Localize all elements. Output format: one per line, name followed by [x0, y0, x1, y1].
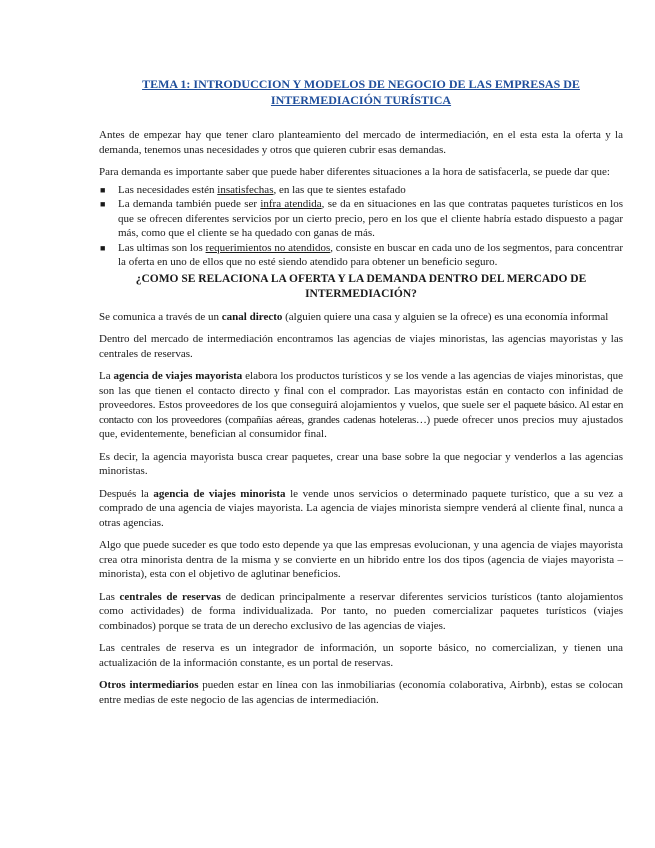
underlined-term: requerimientos no atendidos	[205, 241, 331, 254]
paragraph-wholesale: La agencia de viajes mayorista elabora los productos turísticos y se los vende a las agencias de viajes minoristas, que son las que tienen el contacto directo y final con el comprador. Las mayoristas están en contacto con infinidad de proveedores. Estos proveedores de los que conseguirá alojamientos y vuelos, que suele ser el paquete básico. Al estar en contacto con los proveedores (compañías aéreas, grandes cadenas hoteleras…) puede ofrecer unos precios muy ajustados que, evidentemente, benefician al consumidor final.	[99, 370, 623, 440]
paragraph-intro: Antes de empezar hay que tener claro planteamiento del mercado de intermediación, en el esta esta la oferta y la demanda, tenemos unas necesidades y otros que quieren cubrir esas demandas.	[99, 129, 623, 156]
paragraph-direct-channel: Se comunica a través de un canal directo (alguien quiere una casa y alguien se la ofrece) es una economía informal	[99, 310, 609, 323]
demand-situations-list	[99, 183, 623, 270]
bullet-icon: ■	[100, 184, 106, 195]
paragraph-demand: Para demanda es importante saber que puede haber diferentes situaciones a la hora de satisfacerla, se puede dar que:	[99, 166, 610, 178]
paragraph-wholesale-summary: Es decir, la agencia mayorista busca crear paquetes, crear una base sobre la que negociar y venderlos a las agencias minoristas.	[99, 450, 623, 477]
document-title: TEMA 1: INTRODUCCION Y MODELOS DE NEGOCIO DE LAS EMPRESAS DE INTERMEDIACIÓN TURÍSTICA	[142, 77, 580, 107]
section-heading: ¿COMO SE RELACIONA LA OFERTA Y LA DEMANDA DENTRO DEL MERCADO DE INTERMEDIACIÓN?	[135, 272, 587, 300]
paragraph-market: Dentro del mercado de intermediación encontramos las agencias de viajes minoristas, las agencias mayoristas y las centrales de reservas.	[99, 333, 623, 360]
underlined-term: infra atendida	[260, 198, 322, 210]
paragraph-other-intermediaries: Otros intermediarios pueden estar en línea con las inmobiliarias (economía colaborativa, Airbnb), estas se colocan entre medias de este negocio de las agencias de intermediación.	[99, 679, 623, 706]
list-item: ■ Las necesidades estén insatisfechas, en las que te sientes estafado	[100, 183, 406, 196]
list-item: ■ La demanda también puede ser infra atendida, se da en situaciones en las que contratas paquetes turísticos en los que se ofrecen diferentes servicios por un cierto precio, pero en los que el cliente habría estado dispuesto a pagar más, como que el cliente se ha quedado con ganas de más.	[100, 198, 623, 239]
bullet-icon: ■	[100, 242, 106, 253]
list-item: ■ Las ultimas son los requerimientos no atendidos, consiste en buscar en cada uno de los segmentos, para concentrar la oferta en uno de ellos que no esté siendo atendido para obtener un beneficio seguro.	[100, 241, 623, 268]
paragraph-reservations-portal: Las centrales de reserva es un integrador de información, un soporte básico, no comercializan, y tienen una actualización de la información constante, es un portal de reservas.	[99, 642, 623, 669]
paragraph-hybrid: Algo que puede suceder es que todo esto depende ya que las empresas evolucionan, y una agencia de viajes mayorista crea otra minorista dentra de la misma y se convierte en un hibrido entre los dos tipos (agencia de viajes mayorista – minorista), esta con el objetivo de aglutinar beneficios.	[99, 539, 623, 580]
paragraph-reservations: Las centrales de reservas de dedican principalmente a reservar diferentes servicios turísticos (tanto alojamientos como actividades) de forma individualizada. Por tanto, no pueden comercializar paquetes turísticos (viajes combinados) porque se trata de un derecho exclusivo de las agencias de viajes.	[99, 590, 623, 632]
paragraph-retail: Después la agencia de viajes minorista le vende unos servicios o determinado paquete turístico, que a su vez a comprado de una agencia de viajes mayorista. La agencia de viajes minorista siempre venderá al cliente final, nunca a otras agencias.	[99, 487, 623, 529]
bullet-icon: ■	[100, 199, 106, 209]
underlined-term: insatisfechas	[217, 183, 274, 196]
